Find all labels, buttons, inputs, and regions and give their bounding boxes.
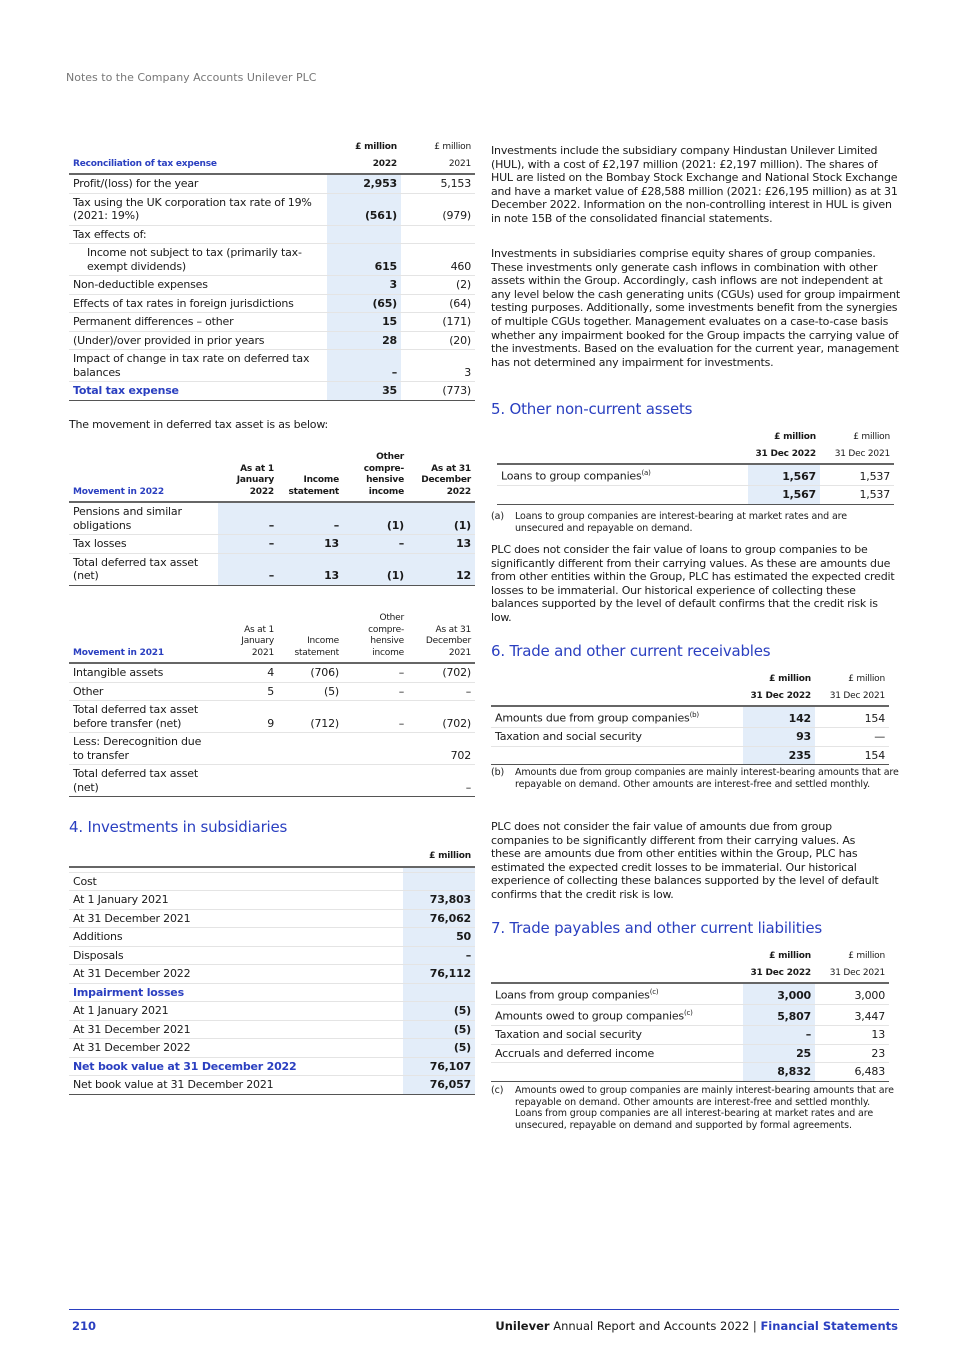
cell-value: 12 [408, 553, 475, 585]
cell-value [278, 765, 343, 797]
row-label-text: Accruals and deferred income [495, 1046, 655, 1060]
cell-value: (712) [278, 701, 343, 733]
column-header: 31 Dec 2021 [820, 447, 894, 465]
table-title [497, 430, 748, 447]
header-row [69, 157, 475, 175]
section-5-heading: 5. Other non-current assets [491, 400, 693, 418]
header-row [69, 140, 475, 157]
cell-value: 76,057 [403, 1076, 475, 1095]
cell-value: – [403, 946, 475, 965]
cell-value: (5) [403, 1020, 475, 1039]
row-label-text: At 31 December 2021 [73, 1022, 191, 1036]
row-label-text: Taxation and social security [495, 1028, 642, 1042]
table-row [491, 746, 889, 765]
table-title [491, 949, 743, 966]
table-row [69, 909, 475, 928]
cell-value: (979) [401, 193, 475, 225]
table-row [69, 294, 475, 313]
cell-value: 5,153 [401, 174, 475, 193]
table-row [69, 382, 475, 401]
cell-value [403, 872, 475, 891]
cell-value [327, 225, 401, 244]
column-header: 31 Dec 2021 [815, 689, 889, 707]
cell-value: 76,107 [403, 1057, 475, 1076]
row-label-text: Profit/(loss) for the year [73, 177, 199, 190]
tax-reconciliation-table [69, 140, 475, 401]
running-header: Notes to the Company Accounts Unilever PLC [66, 71, 317, 84]
footnote-text: Amounts owed to group companies are mainly interest-bearing amounts that are repayable on demand. Other amounts are interest-free and settled monthly. Loans from group companies are all interest-bearing at market rates and are unsecured, repayable on demand and supported by formal agreements. [515, 1085, 894, 1131]
cell-value: (1) [408, 502, 475, 535]
cell-value: — [815, 728, 889, 747]
table-row [69, 682, 475, 701]
row-label [69, 891, 403, 910]
row-label-text: Income not subject to tax (primarily tax-exempt dividends) [87, 246, 302, 273]
row-label [69, 928, 403, 947]
table-row [69, 946, 475, 965]
row-label [69, 1076, 403, 1095]
row-label [69, 983, 403, 1002]
section-4-heading: 4. Investments in subsidiaries [69, 818, 288, 836]
column-header: £ million [853, 432, 890, 442]
cell-value: (2) [401, 276, 475, 295]
cell-value: 76,112 [403, 965, 475, 984]
cell-value: 28 [327, 331, 401, 350]
row-label-text: Additions [73, 930, 123, 943]
cell-value: (706) [278, 663, 343, 682]
table-row [69, 553, 475, 585]
cell-value [401, 225, 475, 244]
table-row [69, 663, 475, 682]
row-label-text: Effects of tax rates in foreign jurisdictions [73, 296, 294, 310]
table-row [491, 728, 889, 747]
column-header: 31 Dec 2022 [748, 447, 820, 465]
column-header: As at 1 January 2022 [218, 450, 278, 502]
table-row [69, 331, 475, 350]
table-title: Movement in 2022 [69, 450, 218, 502]
section-7-heading: 7. Trade payables and other current liabilities [491, 919, 823, 937]
cell-value: – [343, 535, 408, 554]
cell-value: 6,483 [815, 1063, 889, 1082]
cell-value: – [218, 502, 278, 535]
table-row [69, 733, 475, 765]
row-label [69, 331, 327, 350]
row-label-text: Loans from group companies [495, 988, 650, 1002]
cell-value: (702) [408, 663, 475, 682]
row-label [69, 701, 218, 733]
row-label [491, 746, 743, 765]
column-header: Other compre-hensive income [343, 611, 408, 663]
table-row [69, 244, 475, 276]
row-label-text: Net book value at 31 December 2021 [73, 1078, 274, 1091]
cell-value [218, 733, 278, 765]
header-row [69, 450, 475, 502]
cell-value: (561) [327, 193, 401, 225]
row-label-text: At 31 December 2022 [73, 967, 191, 980]
column-header: 31 Dec 2022 [743, 689, 815, 707]
footnote-ref: (c) [683, 1009, 693, 1018]
row-label [69, 276, 327, 295]
cell-value: – [343, 682, 408, 701]
header-row [497, 447, 894, 465]
row-label [69, 909, 403, 928]
row-label-text: Intangible assets [73, 666, 164, 679]
cell-value: 50 [403, 928, 475, 947]
row-label-text: Other [73, 684, 104, 698]
row-label [491, 983, 743, 1005]
row-label [69, 1020, 403, 1039]
row-label-text: Impairment losses [73, 985, 184, 999]
row-label [69, 193, 327, 225]
cell-value: (65) [327, 294, 401, 313]
cell-value: – [218, 553, 278, 585]
table-row [491, 1044, 889, 1063]
loans-paragraph: PLC does not consider the fair value of loans to group companies to be significantly different from their carrying values. As these are amounts due from other entities within the Group, PLC has estimated the expected credit losses to be immaterial. Our historical experience of collecting these balances supported by the level of default confirms that the credit risk is low. [491, 543, 895, 624]
column-header: 31 Dec 2021 [815, 966, 889, 984]
column-header: Other compre-hensive income [343, 450, 408, 502]
row-label-text: Non-deductible expenses [73, 278, 208, 291]
row-label-text: Impact of change in tax rate on deferred tax balances [73, 352, 310, 379]
cell-value: 2,953 [327, 174, 401, 193]
row-label [491, 1063, 743, 1082]
cell-value: 25 [743, 1044, 815, 1063]
header-row [491, 966, 889, 984]
cell-value: (773) [401, 382, 475, 401]
row-label-text: Cost [73, 874, 97, 888]
table-title [69, 140, 327, 157]
table-row [69, 891, 475, 910]
row-label [69, 663, 218, 682]
table-row [69, 765, 475, 797]
row-label-text: At 1 January 2021 [73, 1004, 169, 1017]
cell-value: 15 [327, 313, 401, 332]
cell-value [403, 983, 475, 1002]
table-title [491, 689, 743, 707]
table-title [491, 672, 743, 689]
row-label [69, 1039, 403, 1058]
cell-value: – [343, 663, 408, 682]
cell-value: 3 [401, 350, 475, 382]
cell-value [218, 765, 278, 797]
cell-value: – [327, 350, 401, 382]
cell-value: (1) [343, 553, 408, 585]
cell-value: 23 [815, 1044, 889, 1063]
column-header: £ million [774, 432, 816, 442]
row-label [69, 682, 218, 701]
table-row [69, 350, 475, 382]
cell-value: 5 [218, 682, 278, 701]
investments-table [69, 849, 475, 1095]
row-label-text: Total deferred tax asset (net) [73, 555, 198, 582]
row-label [497, 464, 748, 486]
row-label-text: Loans to group companies [501, 469, 642, 483]
column-header: 31 Dec 2022 [743, 966, 815, 984]
table-row [69, 1020, 475, 1039]
cell-value: 460 [401, 244, 475, 276]
cell-value: (702) [408, 701, 475, 733]
row-label [69, 872, 403, 891]
movement-2021-table [69, 611, 475, 797]
row-label [69, 733, 218, 765]
cell-value: 142 [743, 706, 815, 728]
cell-value [343, 733, 408, 765]
row-label-text: Amounts owed to group companies [495, 1009, 684, 1023]
row-label-text: Amounts due from group companies [495, 711, 690, 725]
section-6-heading: 6. Trade and other current receivables [491, 642, 771, 660]
row-label-text: Total deferred tax asset (net) [73, 767, 198, 794]
cell-value: 3,000 [743, 983, 815, 1005]
cell-value: – [743, 1026, 815, 1045]
footnote-text: Amounts due from group companies are mainly interest-bearing amounts that are repayable on demand. Other amounts are interest-free and settled monthly. [515, 767, 899, 790]
column-header: As at 1 January 2021 [218, 611, 278, 663]
table-row [69, 313, 475, 332]
row-label-text: Tax using the UK corporation tax rate of 19% (2021: 19%) [73, 195, 312, 222]
table-title [497, 447, 748, 465]
cell-value: 3,000 [815, 983, 889, 1005]
movement-2022-table [69, 450, 475, 586]
row-label [69, 765, 218, 797]
footnote-b [491, 767, 901, 790]
row-label [69, 1002, 403, 1021]
cell-value: – [408, 682, 475, 701]
footnote-a [491, 511, 896, 534]
cell-value: 702 [408, 733, 475, 765]
row-label-text: Total tax expense [73, 384, 179, 397]
row-label [497, 486, 748, 505]
row-label [69, 382, 327, 401]
cell-value: 9 [218, 701, 278, 733]
movement-intro: The movement in deferred tax asset is as below: [69, 418, 329, 431]
header-row [497, 430, 894, 447]
table-row [69, 193, 475, 225]
row-label-text: Permanent differences – other [73, 315, 234, 328]
cell-value: – [278, 502, 343, 535]
cell-value: 4 [218, 663, 278, 682]
row-label [69, 502, 218, 535]
table-row [497, 486, 894, 505]
row-label-text: Tax effects of: [73, 227, 147, 241]
column-header: £ million [848, 674, 885, 684]
header-row [69, 611, 475, 663]
cell-value: 13 [815, 1026, 889, 1045]
row-label [69, 965, 403, 984]
row-label [69, 294, 327, 313]
row-label [69, 1057, 403, 1076]
table-row [69, 983, 475, 1002]
cell-value: 1,537 [820, 464, 894, 486]
table-row [69, 174, 475, 193]
table-row [69, 872, 475, 891]
row-label-text: Net book value at 31 December 2022 [73, 1059, 297, 1073]
table-row [491, 1005, 889, 1026]
cell-value: (171) [401, 313, 475, 332]
footnote-ref: (b) [689, 711, 699, 719]
row-label [69, 313, 327, 332]
footnote-mark: (c) [491, 1085, 504, 1096]
table-row [69, 965, 475, 984]
receivables-table [491, 672, 889, 765]
column-header: £ million [355, 142, 397, 152]
cell-value: 3 [327, 276, 401, 295]
row-label [69, 946, 403, 965]
footer-title [495, 1319, 898, 1333]
table-row [69, 535, 475, 554]
row-label-text: Total deferred tax asset before transfer (net) [73, 703, 198, 730]
column-header: 2021 [401, 157, 475, 175]
table-row [491, 983, 889, 1005]
cell-value: 154 [815, 746, 889, 765]
table-row [69, 701, 475, 733]
cell-value: 3,447 [815, 1005, 889, 1026]
table-row [69, 1057, 475, 1076]
column-header: £ million [769, 951, 811, 961]
row-label-text: At 31 December 2021 [73, 911, 191, 925]
cell-value: (64) [401, 294, 475, 313]
footnote-mark: (b) [491, 767, 505, 778]
table-title: Reconciliation of tax expense [69, 157, 327, 175]
table-row [69, 1076, 475, 1095]
row-label [69, 174, 327, 193]
row-label-text: Tax losses [73, 537, 127, 550]
cell-value: – [408, 765, 475, 797]
table-row [69, 1002, 475, 1021]
cell-value: 1,537 [820, 486, 894, 505]
footnote-text: Loans to group companies are interest-bearing at market rates and are unsecured and repayable on demand. [515, 511, 848, 534]
cell-value: 235 [743, 746, 815, 765]
table-title: Movement in 2021 [69, 611, 218, 663]
cell-value: (1) [343, 502, 408, 535]
header-row [491, 949, 889, 966]
row-label [69, 553, 218, 585]
table-row [69, 1039, 475, 1058]
cell-value: (20) [401, 331, 475, 350]
table-row [491, 1026, 889, 1045]
row-label [491, 1044, 743, 1063]
column-header: £ million [403, 849, 475, 867]
row-label [69, 225, 327, 244]
table-row [491, 1063, 889, 1082]
investments-paragraph: Investments in subsidiaries comprise equity shares of group companies. These investments only generate cash inflows in combination with other assets within the Group. Accordingly, cash inflows are not independent at any level below the cash generating units (CGUs) used for group impairment testing purposes. Additionally, some investments benefit from the synergies of multiple CGUs together. Management evaluates on a case-to-case basis whether any impairment booked for the Group impacts the carrying value of the investments. Based on the evaluation for the current year, management has not determined any impairment for investments. [491, 247, 900, 369]
cell-value: 76,062 [403, 909, 475, 928]
row-label-text: (Under)/over provided in prior years [73, 333, 265, 347]
cell-value: – [218, 535, 278, 554]
row-label-text: At 1 January 2021 [73, 893, 169, 906]
row-label [491, 1005, 743, 1026]
hul-paragraph: Investments include the subsidiary company Hindustan Unilever Limited (HUL), with a cost of £2,197 million (2021: £2,197 million). The shares of HUL are listed on the Bombay Stock Exchange and National Stock Exchange and have a market value of £28,588 million (2021: £26,195 million) as at 31 December 2022. Information on the non-controlling interest in HUL is given in note 15B of the consolidated financial statements. [491, 144, 898, 225]
footnote-c [491, 1085, 899, 1131]
column-header: £ million [769, 674, 811, 684]
footer-section-link[interactable]: Financial Statements [760, 1319, 898, 1333]
row-label-text: At 31 December 2022 [73, 1041, 191, 1054]
footer-report: Annual Report and Accounts 2022 | [549, 1319, 761, 1333]
row-label [69, 244, 327, 276]
cell-value: 1,567 [748, 464, 820, 486]
page-number: 210 [72, 1319, 97, 1333]
table-row [69, 276, 475, 295]
row-label [69, 350, 327, 382]
footer-divider [69, 1309, 899, 1310]
column-header: 2022 [327, 157, 401, 175]
cell-value: 13 [408, 535, 475, 554]
column-header: £ million [848, 951, 885, 961]
cell-value [278, 733, 343, 765]
column-header: £ million [434, 142, 471, 152]
header-row [491, 689, 889, 707]
row-label-text: Pensions and similar obligations [73, 505, 182, 532]
footer-brand: Unilever [495, 1319, 550, 1333]
cell-value: 1,567 [748, 486, 820, 505]
cell-value [343, 765, 408, 797]
row-label-text: Disposals [73, 948, 124, 962]
cell-value: (5) [403, 1039, 475, 1058]
table-title [69, 849, 403, 867]
row-label-text: Less: Derecognition due to transfer [73, 735, 202, 762]
column-header: As at 31 December 2021 [408, 611, 475, 663]
cell-value: 73,803 [403, 891, 475, 910]
table-row [491, 706, 889, 728]
footnote-mark: (a) [491, 511, 504, 522]
header-row [69, 849, 475, 867]
footnote-ref: (a) [641, 469, 651, 477]
column-header: Income statement [278, 611, 343, 663]
table-row [497, 464, 894, 486]
row-label-text: Taxation and social security [495, 730, 642, 744]
table-row [69, 502, 475, 535]
non-current-assets-table [497, 430, 894, 505]
column-header: As at 31 December 2022 [408, 450, 475, 502]
cell-value: 35 [327, 382, 401, 401]
cell-value: 615 [327, 244, 401, 276]
row-label [69, 535, 218, 554]
receivables-paragraph: PLC does not consider the fair value of amounts due from group companies to be significantly different from their carrying values. As these are amounts due from other entities within the Group, PLC has estimated the expected credit losses to be immaterial. Our historical experience of collecting these balances supported by the level of default confirms that the credit risk is low. [491, 820, 879, 901]
table-title [491, 966, 743, 984]
column-header: Income statement [278, 450, 343, 502]
payables-table [491, 949, 889, 1082]
cell-value: 8,832 [743, 1063, 815, 1082]
table-row [69, 928, 475, 947]
row-label [491, 706, 743, 728]
cell-value: – [343, 701, 408, 733]
table-row [69, 225, 475, 244]
cell-value: 13 [278, 535, 343, 554]
cell-value: 93 [743, 728, 815, 747]
cell-value: 5,807 [743, 1005, 815, 1026]
cell-value: (5) [278, 682, 343, 701]
row-label [491, 728, 743, 747]
cell-value: (5) [403, 1002, 475, 1021]
footnote-ref: (c) [649, 988, 659, 996]
header-row [491, 672, 889, 689]
cell-value: 154 [815, 706, 889, 728]
cell-value: 13 [278, 553, 343, 585]
row-label [491, 1026, 743, 1045]
